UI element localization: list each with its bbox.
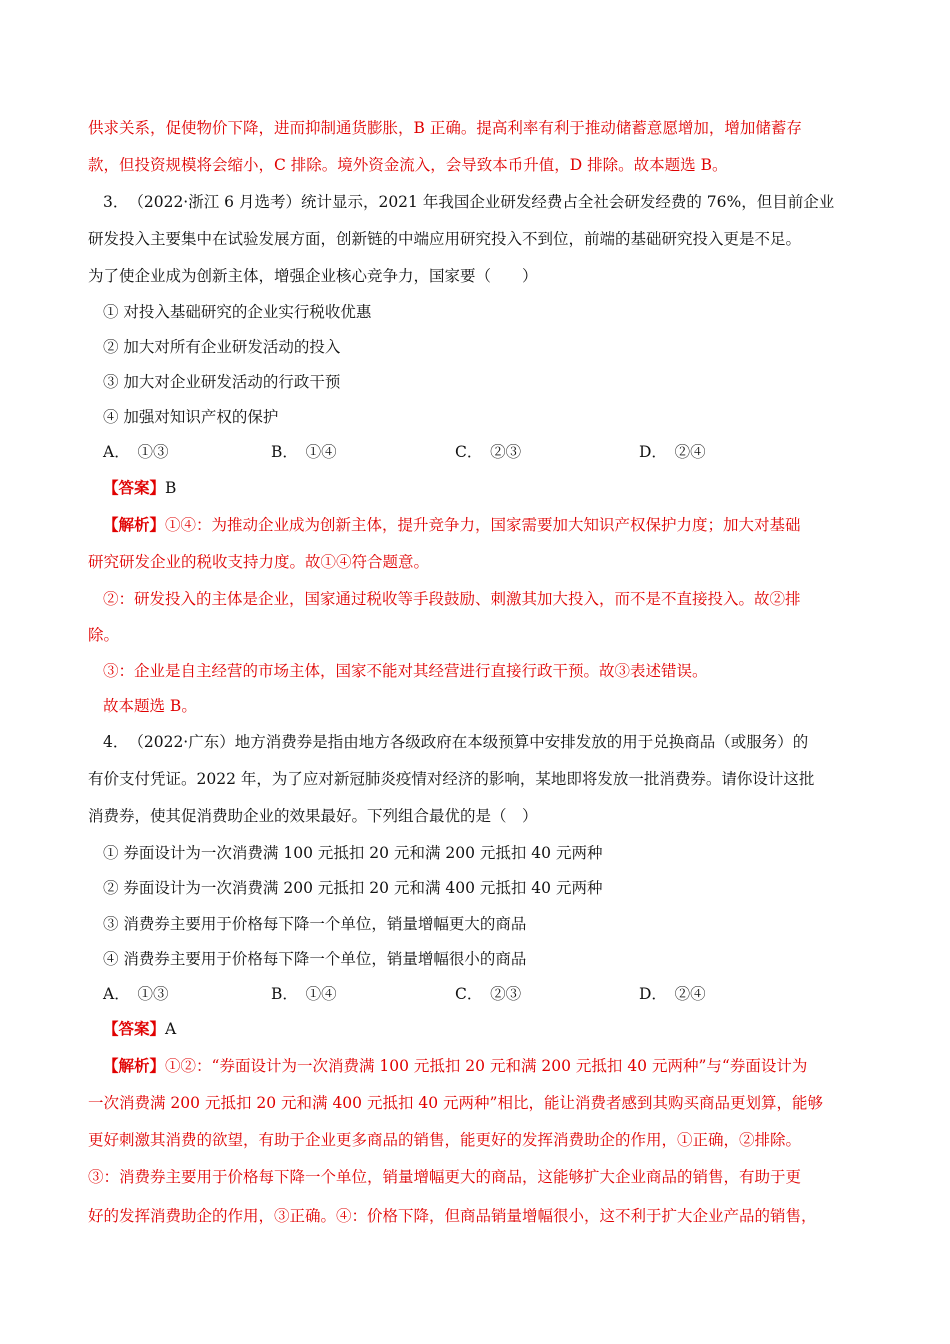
q3-option-a: A． ①③ [103, 443, 169, 461]
q4-statement-3: ③ 消费券主要用于价格每下降一个单位，销量增幅更大的商品 [103, 915, 527, 933]
q4-analysis-line-2: 一次消费满 200 元抵扣 20 元和满 400 元抵扣 40 元两种”相比，能让消费者感到其购买商品更划算，能够 [88, 1094, 823, 1112]
q4-answer [103, 1018, 176, 1040]
q3-analysis-line-2: 研究研发企业的税收支持力度。故①④符合题意。 [88, 553, 430, 571]
q3-statement-4: ④ 加强对知识产权的保护 [103, 408, 279, 426]
q3-statement-2: ② 加大对所有企业研发活动的投入 [103, 338, 341, 356]
q4-analysis-label: 【解析】 [103, 1056, 166, 1075]
q3-analysis-text-1: ①④：为推动企业成为创新主体，提升竞争力，国家需要加大知识产权保护力度；加大对基础 [165, 516, 801, 534]
q4-stem-line-1: 4． （2022·广东）地方消费券是指由地方各级政府在本级预算中安排发放的用于兑换商品（或服务）的 [103, 733, 809, 751]
prev-analysis-line-1: 供求关系，促使物价下降，进而抑制通货膨胀，B 正确。提高利率有利于推动储蓄意愿增加，增加储蓄存 [88, 119, 802, 137]
q3-answer-value: B [165, 479, 177, 497]
q4-statement-2: ② 券面设计为一次消费满 200 元抵扣 20 元和满 400 元抵扣 40 元两种 [103, 879, 603, 897]
q4-statement-1: ① 券面设计为一次消费满 100 元抵扣 20 元和满 200 元抵扣 40 元两种 [103, 844, 603, 862]
q4-stem-line-3: 消费券，使其促消费助企业的效果最好。下列组合最优的是（ ） [88, 807, 538, 825]
q3-option-c: C． ②③ [455, 443, 522, 461]
q4-statement-4: ④ 消费券主要用于价格每下降一个单位，销量增幅很小的商品 [103, 950, 527, 968]
q3-analysis-conclusion: 故本题选 B。 [103, 697, 197, 715]
q3-stem-line-3: 为了使企业成为创新主体，增强企业核心竞争力，国家要（ ） [88, 267, 538, 285]
q4-option-c: C． ②③ [455, 985, 522, 1003]
q4-option-d: D． ②④ [639, 985, 706, 1003]
q4-analysis-line-1 [103, 1055, 807, 1077]
q3-option-d: D． ②④ [639, 443, 706, 461]
q3-stem-line-1: 3． （2022·浙江 6 月选考）统计显示，2021 年我国企业研发经费占全社会研发经费的 76%，但目前企业 [103, 193, 835, 211]
q3-statement-1: ① 对投入基础研究的企业实行税收优惠 [103, 303, 372, 321]
q4-option-a: A． ①③ [103, 985, 169, 1003]
q3-stem-line-2: 研发投入主要集中在试验发展方面，创新链的中端应用研究投入不到位，前端的基础研究投入更是不足。 [88, 230, 802, 248]
q4-analysis-text-1: ①②：“券面设计为一次消费满 100 元抵扣 20 元和满 200 元抵扣 40 元两种”与“券面设计为 [165, 1057, 808, 1075]
q3-answer-label: 【答案】 [103, 478, 166, 497]
q3-analysis-line-5: ③：企业是自主经营的市场主体，国家不能对其经营进行直接行政干预。故③表述错误。 [103, 662, 708, 680]
q4-answer-value: A [165, 1020, 177, 1038]
q3-analysis-line-4: 除。 [88, 626, 120, 644]
q4-analysis-line-5: 好的发挥消费助企的作用，③正确。④：价格下降，但商品销量增幅很小，这不利于扩大企业产品的销售， [88, 1207, 817, 1225]
q3-analysis-line-3: ②：研发投入的主体是企业，国家通过税收等手段鼓励、刺激其加大投入，而不是不直接投入。故②排 [103, 590, 801, 608]
q4-analysis-line-3: 更好刺激其消费的欲望，有助于企业更多商品的销售，能更好的发挥消费助企的作用，①正确，②排除。 [88, 1131, 802, 1149]
q3-analysis-line-1 [103, 514, 801, 536]
q3-analysis-label: 【解析】 [103, 515, 166, 534]
q4-analysis-line-4: ③：消费券主要用于价格每下降一个单位，销量增幅更大的商品，这能够扩大企业商品的销售，有助于更 [88, 1168, 802, 1186]
q4-option-b: B． ①④ [271, 985, 337, 1003]
q3-statement-3: ③ 加大对企业研发活动的行政干预 [103, 373, 341, 391]
q3-option-b: B． ①④ [271, 443, 337, 461]
prev-analysis-line-2: 款，但投资规模将会缩小，C 排除。境外资金流入，会导致本币升值，D 排除。故本题选 B。 [88, 156, 728, 174]
q4-stem-line-2: 有价支付凭证。2022 年，为了应对新冠肺炎疫情对经济的影响，某地即将发放一批消费券。请你设计这批 [88, 770, 815, 788]
q3-answer [103, 477, 176, 499]
q4-answer-label: 【答案】 [103, 1019, 166, 1038]
